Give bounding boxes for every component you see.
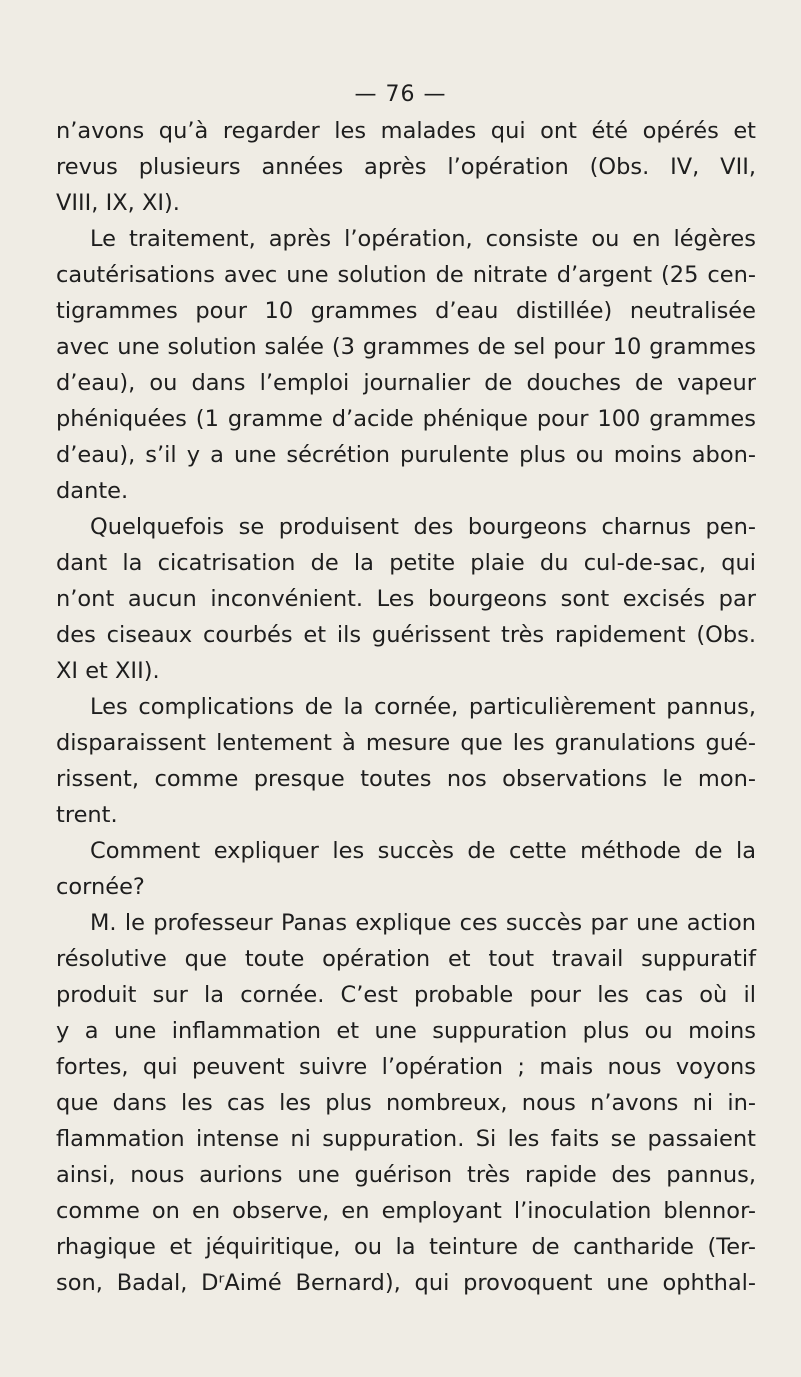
text-line: rissent, comme presque toutes nos observations le mon- bbox=[56, 766, 756, 792]
text-line: cautérisations avec une solution de nitrate d’argent (25 cen- bbox=[56, 262, 756, 288]
text-line: n’avons qu’à regarder les malades qui ont été opérés et bbox=[56, 118, 756, 144]
text-line: flammation intense ni suppuration. Si les faits se passaient bbox=[56, 1126, 756, 1152]
page-number: — 76 — bbox=[354, 82, 447, 107]
paragraph-first-line: Les complications de la cornée, particulièrement pannus, bbox=[90, 694, 756, 720]
paragraph-first-line: M. le professeur Panas explique ces succès par une action bbox=[90, 910, 756, 936]
text-line: ainsi, nous aurions une guérison très rapide des pannus, bbox=[56, 1162, 756, 1188]
text-line: rhagique et jéquiritique, ou la teinture de cantharide (Ter- bbox=[56, 1234, 756, 1260]
paragraph-first-line: Comment expliquer les succès de cette méthode de la bbox=[90, 838, 756, 864]
text-line: cornée? bbox=[56, 874, 145, 900]
text-line: XI et XII). bbox=[56, 658, 160, 684]
text-line: dante. bbox=[56, 478, 129, 504]
text-line: y a une inflammation et une suppuration plus ou moins bbox=[56, 1018, 756, 1044]
text-line: disparaissent lentement à mesure que les granulations gué- bbox=[56, 730, 756, 756]
text-line: phéniquées (1 gramme d’acide phénique pour 100 grammes bbox=[56, 406, 756, 432]
text-line: trent. bbox=[56, 802, 118, 828]
text-line: tigrammes pour 10 grammes d’eau distillée) neutralisée bbox=[56, 298, 756, 324]
text-line: dant la cicatrisation de la petite plaie du cul-de-sac, qui bbox=[56, 550, 756, 576]
text-line: d’eau), ou dans l’emploi journalier de douches de vapeur bbox=[56, 370, 756, 396]
text-line: VIII, IX, XI). bbox=[56, 190, 180, 216]
text-line: résolutive que toute opération et tout travail suppuratif bbox=[56, 946, 756, 972]
text-line: revus plusieurs années après l’opération (Obs. IV, VII, bbox=[56, 154, 756, 180]
text-line: son, Badal, DʳAimé Bernard), qui provoquent une ophthal- bbox=[56, 1270, 756, 1296]
text-line: fortes, qui peuvent suivre l’opération ; mais nous voyons bbox=[56, 1054, 756, 1080]
text-line: que dans les cas les plus nombreux, nous n’avons ni in- bbox=[56, 1090, 756, 1116]
paragraph-first-line: Le traitement, après l’opération, consiste ou en légères bbox=[90, 226, 756, 252]
text-line: n’ont aucun inconvénient. Les bourgeons sont excisés par bbox=[56, 586, 756, 612]
text-line: comme on en observe, en employant l’inoculation blennor- bbox=[56, 1198, 756, 1224]
text-line: d’eau), s’il y a une sécrétion purulente plus ou moins abon- bbox=[56, 442, 756, 468]
text-line: produit sur la cornée. C’est probable pour les cas où il bbox=[56, 982, 756, 1008]
paragraph-first-line: Quelquefois se produisent des bourgeons charnus pen- bbox=[90, 514, 756, 540]
text-line: des ciseaux courbés et ils guérissent très rapidement (Obs. bbox=[56, 622, 756, 648]
text-line: avec une solution salée (3 grammes de sel pour 10 grammes bbox=[56, 334, 756, 360]
